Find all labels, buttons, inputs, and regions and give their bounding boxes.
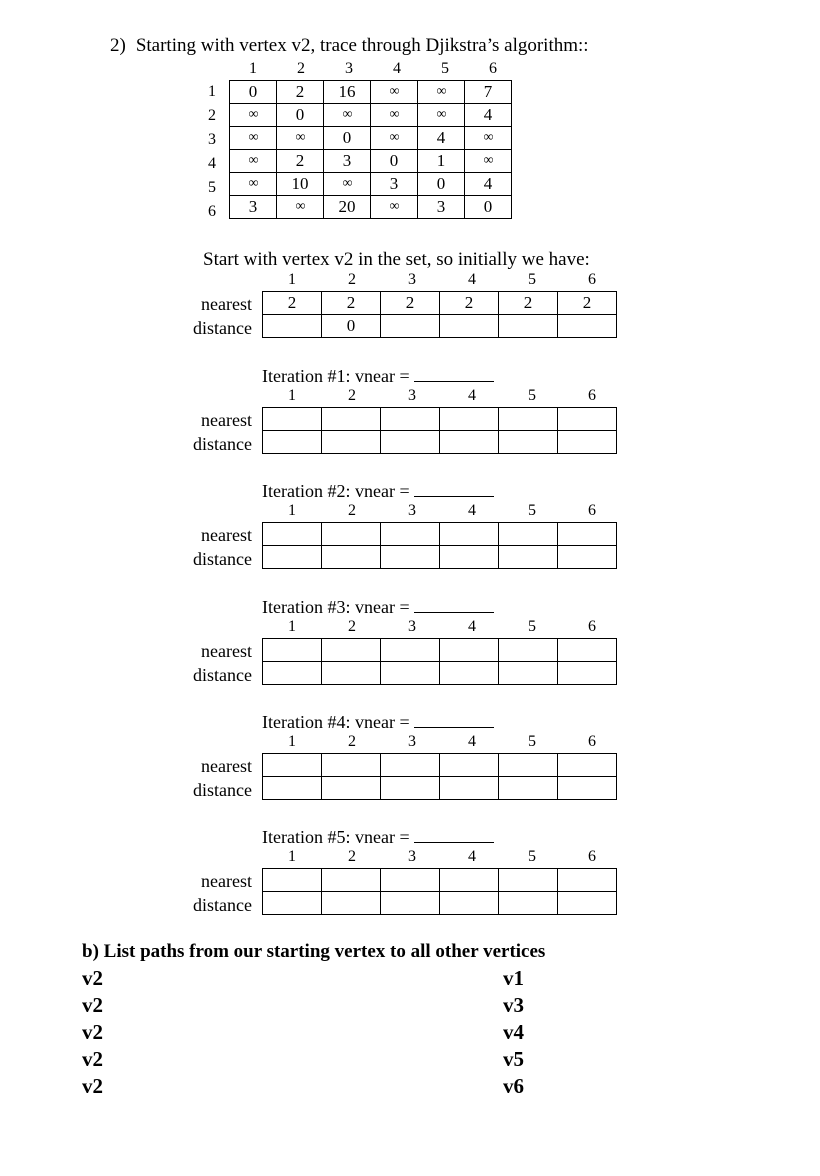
iteration-nearest-label: nearest [201,410,252,430]
path-to-vertex: v6 [503,1074,524,1098]
matrix-cell: ∞ [371,104,418,127]
iteration-col-header: 4 [468,848,476,865]
iteration-distance-row [263,892,617,915]
iteration-distance-cell[interactable] [263,892,322,915]
iteration-nearest-cell[interactable] [499,869,558,892]
iteration-col-header: 2 [348,618,356,635]
initial-distance-cell [558,315,617,338]
path-from-vertex: v2 [82,1074,103,1098]
iteration-col-header: 3 [408,618,416,635]
iteration-nearest-cell[interactable] [440,408,499,431]
iteration-col-header: 1 [288,387,296,404]
iteration-nearest-row [263,639,617,662]
iteration-distance-cell[interactable] [322,662,381,685]
iteration-col-header: 3 [408,387,416,404]
iteration-table [262,522,617,569]
initial-distance-row [263,315,617,338]
iteration-title-text: Iteration #3: vnear = [262,597,410,617]
vnear-answer-blank[interactable] [414,367,494,382]
iteration-col-header: 6 [588,502,596,519]
iteration-distance-cell[interactable] [381,431,440,454]
iteration-distance-cell[interactable] [381,546,440,569]
iteration-distance-cell[interactable] [558,662,617,685]
iteration-col-header: 5 [528,733,536,750]
matrix-row-header: 1 [208,83,216,100]
initial-col-header: 5 [528,271,536,288]
matrix-cell: 7 [465,81,512,104]
iteration-distance-cell[interactable] [440,777,499,800]
iteration-nearest-cell[interactable] [440,523,499,546]
matrix-cell: 2 [277,150,324,173]
matrix-cell: 3 [371,173,418,196]
iteration-distance-row [263,662,617,685]
iteration-col-header: 4 [468,502,476,519]
iteration-nearest-cell[interactable] [322,523,381,546]
iteration-distance-cell[interactable] [263,546,322,569]
iteration-nearest-row [263,408,617,431]
iteration-title-text: Iteration #1: vnear = [262,366,410,386]
path-to-vertex: v4 [503,1020,524,1044]
iteration-nearest-cell[interactable] [558,523,617,546]
initial-col-header: 2 [348,271,356,288]
matrix-col-header: 3 [345,60,353,77]
iteration-col-header: 3 [408,733,416,750]
iteration-distance-cell[interactable] [440,662,499,685]
matrix-row-header: 4 [208,155,216,172]
iteration-nearest-cell[interactable] [322,869,381,892]
initial-col-header: 3 [408,271,416,288]
vnear-answer-blank[interactable] [414,482,494,497]
path-to-vertex: v5 [503,1047,524,1071]
path-from-vertex: v2 [82,1047,103,1071]
iteration-distance-cell[interactable] [322,546,381,569]
matrix-cell: 16 [324,81,371,104]
iteration-nearest-row [263,869,617,892]
iteration-col-header: 1 [288,618,296,635]
initial-distance-cell: 0 [322,315,381,338]
iteration-col-header: 1 [288,848,296,865]
iteration-distance-cell[interactable] [381,777,440,800]
iteration-table [262,753,617,800]
iteration-title [262,712,494,733]
initial-nearest-cell: 2 [440,292,499,315]
matrix-col-header: 1 [249,60,257,77]
iteration-nearest-cell[interactable] [322,754,381,777]
iteration-nearest-label: nearest [201,871,252,891]
iteration-table [262,638,617,685]
matrix-cell: 0 [465,196,512,219]
iteration-nearest-cell[interactable] [440,754,499,777]
matrix-cell: 4 [418,127,465,150]
iteration-nearest-cell[interactable] [263,754,322,777]
matrix-row-header: 2 [208,107,216,124]
initial-nearest-cell: 2 [322,292,381,315]
matrix-row-header: 5 [208,179,216,196]
matrix-cell: 3 [418,196,465,219]
initial-table [262,291,617,338]
matrix-cell: ∞ [371,196,418,219]
initial-nearest-label: nearest [201,294,252,314]
iteration-col-header: 6 [588,387,596,404]
iteration-nearest-cell[interactable] [558,869,617,892]
matrix-cell: ∞ [465,150,512,173]
matrix-col-header: 4 [393,60,401,77]
path-to-vertex: v3 [503,993,524,1017]
iteration-nearest-cell[interactable] [558,408,617,431]
iteration-distance-cell[interactable] [322,777,381,800]
matrix-cell: ∞ [230,150,277,173]
iteration-nearest-cell[interactable] [499,408,558,431]
iteration-col-header: 4 [468,733,476,750]
matrix-row-header: 6 [208,203,216,220]
iteration-nearest-cell[interactable] [263,408,322,431]
iteration-distance-cell[interactable] [499,662,558,685]
matrix-cell: 10 [277,173,324,196]
iteration-nearest-cell[interactable] [499,639,558,662]
iteration-title [262,481,494,502]
matrix-cell: 0 [371,150,418,173]
iteration-distance-row [263,431,617,454]
iteration-col-header: 6 [588,733,596,750]
iteration-distance-label: distance [193,434,252,454]
iteration-col-header: 5 [528,387,536,404]
iteration-title-text: Iteration #4: vnear = [262,712,410,732]
path-from-vertex: v2 [82,1020,103,1044]
iteration-distance-cell[interactable] [440,892,499,915]
iteration-nearest-cell[interactable] [440,869,499,892]
matrix-row [230,173,512,196]
iteration-distance-cell[interactable] [558,546,617,569]
iteration-col-header: 2 [348,848,356,865]
matrix-cell: ∞ [418,81,465,104]
iteration-nearest-cell[interactable] [322,639,381,662]
initial-distance-cell [381,315,440,338]
matrix-cell: 2 [277,81,324,104]
iteration-col-header: 5 [528,618,536,635]
iteration-title-text: Iteration #5: vnear = [262,827,410,847]
initial-distance-cell [440,315,499,338]
iteration-nearest-cell[interactable] [381,639,440,662]
matrix-cell: 0 [277,104,324,127]
initial-col-header: 1 [288,271,296,288]
iteration-distance-label: distance [193,780,252,800]
matrix-row-header: 3 [208,131,216,148]
iteration-col-header: 6 [588,618,596,635]
iteration-distance-label: distance [193,895,252,915]
initial-nearest-cell: 2 [381,292,440,315]
iteration-distance-cell[interactable] [558,892,617,915]
initial-distance-cell [263,315,322,338]
iteration-title [262,597,494,618]
initial-col-header: 4 [468,271,476,288]
matrix-cell: ∞ [230,173,277,196]
iteration-nearest-cell[interactable] [558,639,617,662]
iteration-distance-row [263,546,617,569]
matrix-cell: 1 [418,150,465,173]
iteration-distance-cell[interactable] [499,892,558,915]
vnear-answer-blank[interactable] [414,713,494,728]
iteration-table [262,407,617,454]
adjacency-matrix [229,80,512,219]
matrix-cell: 0 [418,173,465,196]
matrix-cell: ∞ [277,127,324,150]
initial-distance-cell [499,315,558,338]
iteration-distance-cell[interactable] [440,431,499,454]
iteration-distance-cell[interactable] [263,431,322,454]
iteration-col-header: 6 [588,848,596,865]
iteration-nearest-cell[interactable] [558,754,617,777]
iteration-nearest-label: nearest [201,525,252,545]
path-from-vertex: v2 [82,966,103,990]
question-text: Starting with vertex v2, trace through Djikstra’s algorithm:: [135,35,589,56]
iteration-nearest-cell[interactable] [440,639,499,662]
iteration-distance-cell[interactable] [263,777,322,800]
iteration-col-header: 5 [528,502,536,519]
initial-distance-label: distance [193,318,252,338]
iteration-title-text: Iteration #2: vnear = [262,481,410,501]
iteration-col-header: 4 [468,387,476,404]
iteration-distance-label: distance [193,665,252,685]
iteration-col-header: 1 [288,502,296,519]
matrix-cell: ∞ [324,104,371,127]
iteration-title [262,366,494,387]
matrix-row [230,150,512,173]
iteration-title [262,827,494,848]
iteration-nearest-cell[interactable] [263,523,322,546]
initial-caption: Start with vertex v2 in the set, so initially we have: [203,249,590,270]
iteration-nearest-row [263,523,617,546]
matrix-row [230,196,512,219]
matrix-col-header: 6 [489,60,497,77]
iteration-nearest-label: nearest [201,641,252,661]
iteration-nearest-cell[interactable] [499,754,558,777]
iteration-distance-cell[interactable] [499,777,558,800]
matrix-cell: 3 [230,196,277,219]
iteration-nearest-cell[interactable] [381,754,440,777]
iteration-distance-cell[interactable] [381,662,440,685]
matrix-row [230,127,512,150]
matrix-cell: ∞ [277,196,324,219]
question-heading [110,35,589,57]
iteration-distance-cell[interactable] [440,546,499,569]
initial-nearest-row [263,292,617,315]
iteration-col-header: 5 [528,848,536,865]
matrix-cell: ∞ [371,81,418,104]
initial-nearest-cell: 2 [558,292,617,315]
path-to-vertex: v1 [503,966,524,990]
iteration-distance-cell[interactable] [381,892,440,915]
iteration-nearest-cell[interactable] [263,869,322,892]
iteration-nearest-cell[interactable] [381,408,440,431]
iteration-distance-cell[interactable] [558,777,617,800]
matrix-cell: ∞ [418,104,465,127]
matrix-cell: ∞ [465,127,512,150]
iteration-distance-cell[interactable] [263,662,322,685]
iteration-distance-cell[interactable] [322,892,381,915]
iteration-distance-cell[interactable] [322,431,381,454]
matrix-cell: 4 [465,104,512,127]
vnear-answer-blank[interactable] [414,598,494,613]
initial-nearest-cell: 2 [263,292,322,315]
matrix-cell: 20 [324,196,371,219]
iteration-nearest-row [263,754,617,777]
iteration-nearest-cell[interactable] [322,408,381,431]
iteration-col-header: 2 [348,387,356,404]
iteration-nearest-label: nearest [201,756,252,776]
path-from-vertex: v2 [82,993,103,1017]
matrix-cell: ∞ [324,173,371,196]
iteration-table [262,868,617,915]
matrix-cell: 0 [324,127,371,150]
part-b-title: b) List paths from our starting vertex to all other vertices [82,941,546,962]
matrix-cell: 3 [324,150,371,173]
iteration-distance-row [263,777,617,800]
iteration-nearest-cell[interactable] [499,523,558,546]
matrix-row [230,81,512,104]
matrix-cell: 4 [465,173,512,196]
iteration-col-header: 4 [468,618,476,635]
initial-nearest-cell: 2 [499,292,558,315]
matrix-cell: 0 [230,81,277,104]
iteration-nearest-cell[interactable] [381,869,440,892]
matrix-cell: ∞ [230,104,277,127]
iteration-col-header: 3 [408,848,416,865]
iteration-col-header: 2 [348,502,356,519]
initial-col-header: 6 [588,271,596,288]
iteration-col-header: 1 [288,733,296,750]
iteration-col-header: 2 [348,733,356,750]
iteration-nearest-cell[interactable] [381,523,440,546]
matrix-row [230,104,512,127]
matrix-cell: ∞ [230,127,277,150]
question-number: 2) [110,35,126,56]
matrix-col-header: 5 [441,60,449,77]
iteration-distance-cell[interactable] [499,546,558,569]
iteration-col-header: 3 [408,502,416,519]
iteration-distance-label: distance [193,549,252,569]
matrix-cell: ∞ [371,127,418,150]
iteration-distance-cell[interactable] [558,431,617,454]
matrix-col-header: 2 [297,60,305,77]
vnear-answer-blank[interactable] [414,828,494,843]
iteration-distance-cell[interactable] [499,431,558,454]
iteration-nearest-cell[interactable] [263,639,322,662]
